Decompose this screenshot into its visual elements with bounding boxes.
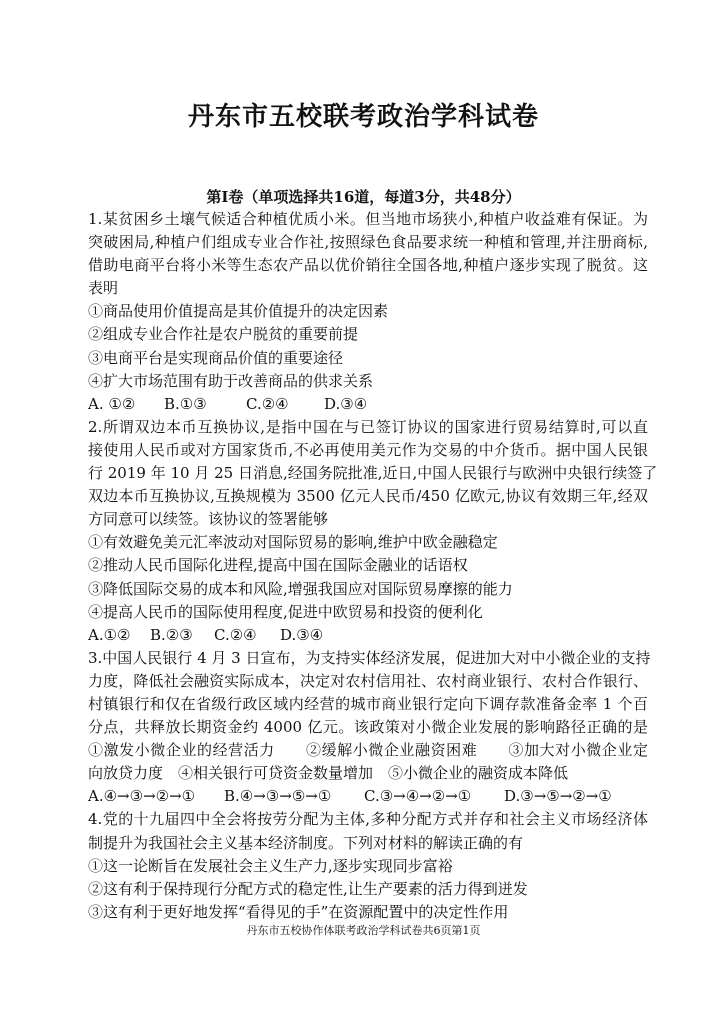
option-b: B.④→③→⑤→① xyxy=(224,787,332,806)
statement: ②推动人民币国际化进程,提高中国在国际金融业的话语权 xyxy=(88,556,468,575)
question-list xyxy=(88,208,658,924)
statement: ①有效避免美元汇率波动对国际贸易的影响,维护中欧金融稳定 xyxy=(88,533,498,552)
question-stem-line: 双边本币互换协议,互换规模为 3500 亿元人民币/450 亿欧元,协议有效期三年,经双 xyxy=(88,487,648,506)
statement: ①商品使用价值提高是其价值提升的决定因素 xyxy=(88,302,389,321)
question-stem-line: 制提升为我国社会主义基本经济制度。下列对材料的解读正确的有 xyxy=(88,833,524,852)
option-b: B.①③ xyxy=(164,394,207,413)
section-heading: 第Ⅰ卷（单项选择共16道，每道3分，共48分） xyxy=(206,188,521,206)
question-1 xyxy=(88,208,648,416)
question-stem-line: 表明 xyxy=(88,279,119,298)
option-d: D.③④ xyxy=(280,625,324,644)
question-stem-line: 方同意可以续签。该协议的签署能够 xyxy=(88,510,329,529)
question-2 xyxy=(88,416,658,647)
statement: ①这一论断旨在发展社会主义生产力,逐步实现同步富裕 xyxy=(88,856,453,875)
option-b: B.②③ xyxy=(150,625,193,644)
option-a: A. ①② xyxy=(88,394,136,413)
option-a: A.①② xyxy=(88,625,131,644)
question-stem-line: 4.党的十九届四中全会将按劳分配为主体,多种分配方式并存和社会主义市场经济体 xyxy=(88,810,648,829)
answer-options xyxy=(88,785,648,808)
option-c: C.②④ xyxy=(214,625,257,644)
question-stem-line: 行 2019 年 10 月 25 日消息,经国务院批准,近日,中国人民银行与欧洲中央银行续签了 xyxy=(88,464,658,483)
option-c: C.③→④→②→① xyxy=(364,787,472,806)
option-d: D.③④ xyxy=(324,394,368,413)
statement: ②这有利于保持现行分配方式的稳定性,让生产要素的活力得到迸发 xyxy=(88,879,528,898)
question-stem-line: 力度，降低社会融资实际成本，决定对农村信用社、农村商业银行、农村合作银行、 xyxy=(88,671,648,690)
question-4 xyxy=(88,808,648,923)
option-c: C.②④ xyxy=(246,394,289,413)
question-stem-line: 村镇银行和仅在省级行政区域内经营的城市商业银行定向下调存款准备金率 1 个百 xyxy=(88,694,648,713)
question-3 xyxy=(88,647,651,809)
answer-options xyxy=(88,393,648,416)
page-footer: 丹东市五校协作体联考政治学科试卷共6页第1页 xyxy=(246,924,481,937)
question-stem-line: 2.所谓双边本币互换协议,是指中国在与已签订协议的国家进行贸易结算时,可以直 xyxy=(88,417,648,436)
question-stem-line: 1.某贫困乡土壤气候适合种植优质小米。但当地市场狭小,种植户收益难有保证。为 xyxy=(88,210,648,228)
statement: ①激发小微企业的经营活力 ②缓解小微企业融资困难 ③加大对小微企业定 xyxy=(88,741,648,760)
statement: ③电商平台是实现商品价值的重要途径 xyxy=(88,348,344,367)
statement: ④扩大市场范围有助于改善商品的供求关系 xyxy=(88,371,374,390)
question-stem-line: 3.中国人民银行 4 月 3 日宣布，为支持实体经济发展，促进加大对中小微企业的支持 xyxy=(88,648,651,667)
question-stem-line: 突破困局,种植户们组成专业合作社,按照绿色食品要求统一种植和管理,并注册商标, xyxy=(88,233,648,252)
question-stem-line: 接使用人民币或对方国家货币,不必再使用美元作为交易的中介货币。据中国人民银 xyxy=(88,440,648,459)
statement: ③降低国际交易的成本和风险,增强我国应对国际贸易摩擦的能力 xyxy=(88,579,513,598)
statement: ②组成专业合作社是农户脱贫的重要前提 xyxy=(88,325,359,344)
statement: 向放贷力度 ④相关银行可贷资金数量增加 ⑤小微企业的融资成本降低 xyxy=(88,764,569,783)
question-stem-line: 借助电商平台将小米等生态农产品以优价销往全国各地,种植户逐步实现了脱贫。这 xyxy=(88,256,648,275)
page-title: 丹东市五校联考政治学科试卷 xyxy=(187,102,539,132)
answer-options xyxy=(88,624,648,647)
option-a: A.④→③→②→① xyxy=(88,787,196,806)
statement: ③这有利于更好地发挥“看得见的手”在资源配置中的决定性作用 xyxy=(88,902,509,921)
statement: ④提高人民币的国际使用程度,促进中欧贸易和投资的便利化 xyxy=(88,602,483,621)
option-d: D.③→⑤→②→① xyxy=(504,787,612,806)
question-stem-line: 分点，共释放长期资金约 4000 亿元。该政策对小微企业发展的影响路径正确的是 xyxy=(88,718,648,737)
